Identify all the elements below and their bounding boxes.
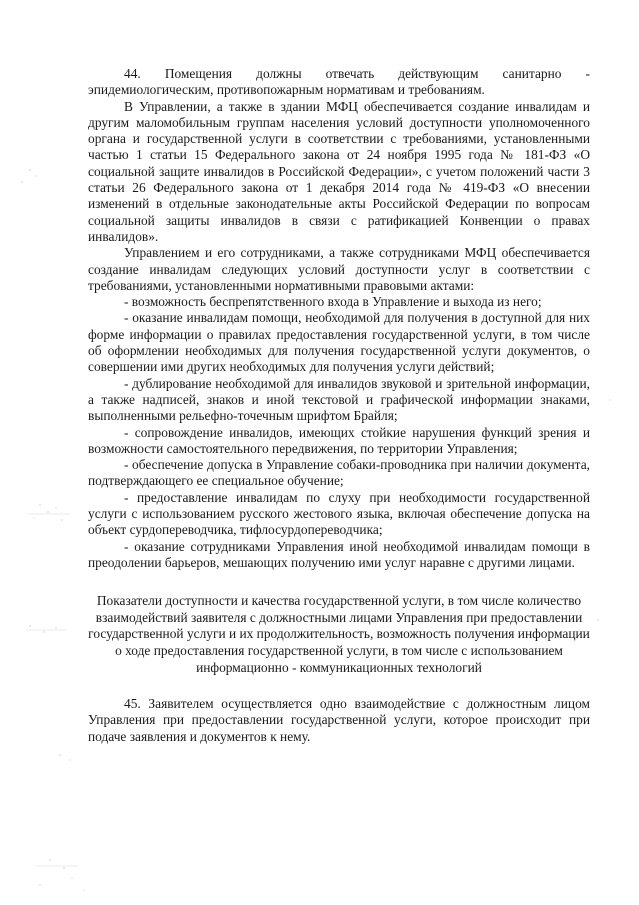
paragraph-mfc-accessibility: В Управлении, а также в здании МФЦ обеспечивается создание инвалидам и другим маломобильным группам населения условий доступности уполномоченного органа и государственной услуги в соответствии с требованиями, установленными частью 1 статьи 15 Федерального закона от 24 ноября 1995 года № 181-ФЗ «О социальной защите инвалидов в Российской Федерации», с учетом положений части 3 статьи 26 Федерального закона от 1 декабря 2014 года № 419-ФЗ «О внесении изменений в отдельные законодательные акты Российской Федерации по вопросам социальной защиты инвалидов в связи с ратификацией Конвенции о правах инвалидов». — [88, 98, 590, 244]
document-page — [88, 66, 590, 745]
list-item: - оказание инвалидам помощи, необходимой для получения в доступной для них форме информации о правилах предоставления государственной услуги, в том числе об оформлении необходимых для получения государственной услуги документов, о совершении ими других необходимых для получения услуги действий; — [88, 310, 590, 375]
list-item: - дублирование необходимой для инвалидов звуковой и зрительной информации, а также надписей, знаков и иной текстовой и графической информации знаками, выполненными рельефно-точечным шрифтом Брайля; — [88, 375, 590, 424]
list-item: - сопровождение инвалидов, имеющих стойкие нарушения функций зрения и возможности самостоятельного передвижения, по территории Управления; — [88, 424, 590, 456]
paragraph-45: 45. Заявителем осуществляется одно взаимодействие с должностным лицом Управления при предоставлении государственной услуги, которое происходит при подаче заявления и документов к нему. — [88, 696, 590, 744]
paragraph-44: 44. Помещения должны отвечать действующим санитарно - эпидемиологическим, противопожарным нормативам и требованиям. — [88, 66, 590, 98]
paragraph-staff-conditions: Управлением и его сотрудниками, а также сотрудниками МФЦ обеспечивается создание инвалидам следующих условий доступности услуг в соответствии с требованиями, установленными нормативными правовыми актами: — [88, 245, 590, 293]
list-item: - возможность беспрепятственного входа в Управление и выхода из него; — [124, 294, 542, 310]
list-item: - предоставление инвалидам по слуху при необходимости государственной услуги с использованием русского жестового языка, включая обеспечение допуска на объект сурдопереводчика, тифлосурдопереводчика; — [88, 489, 590, 538]
section-heading: Показатели доступности и качества государственной услуги, в том числе количество взаимодействий заявителя с должностными лицами Управления при предоставлении государственной услуги и их продолжительность, возможность получения информации о ходе предоставления государственной услуги, в том числе с использованием информационно - коммуникационных технологий — [88, 593, 590, 675]
list-item: - оказание сотрудниками Управления иной необходимой инвалидам помощи в преодолении барьеров, мешающих получению ими услуг наравне с другими лицами. — [88, 538, 590, 570]
list-item: - обеспечение допуска в Управление собаки-проводника при наличии документа, подтверждающего ее специальное обучение; — [88, 457, 590, 489]
